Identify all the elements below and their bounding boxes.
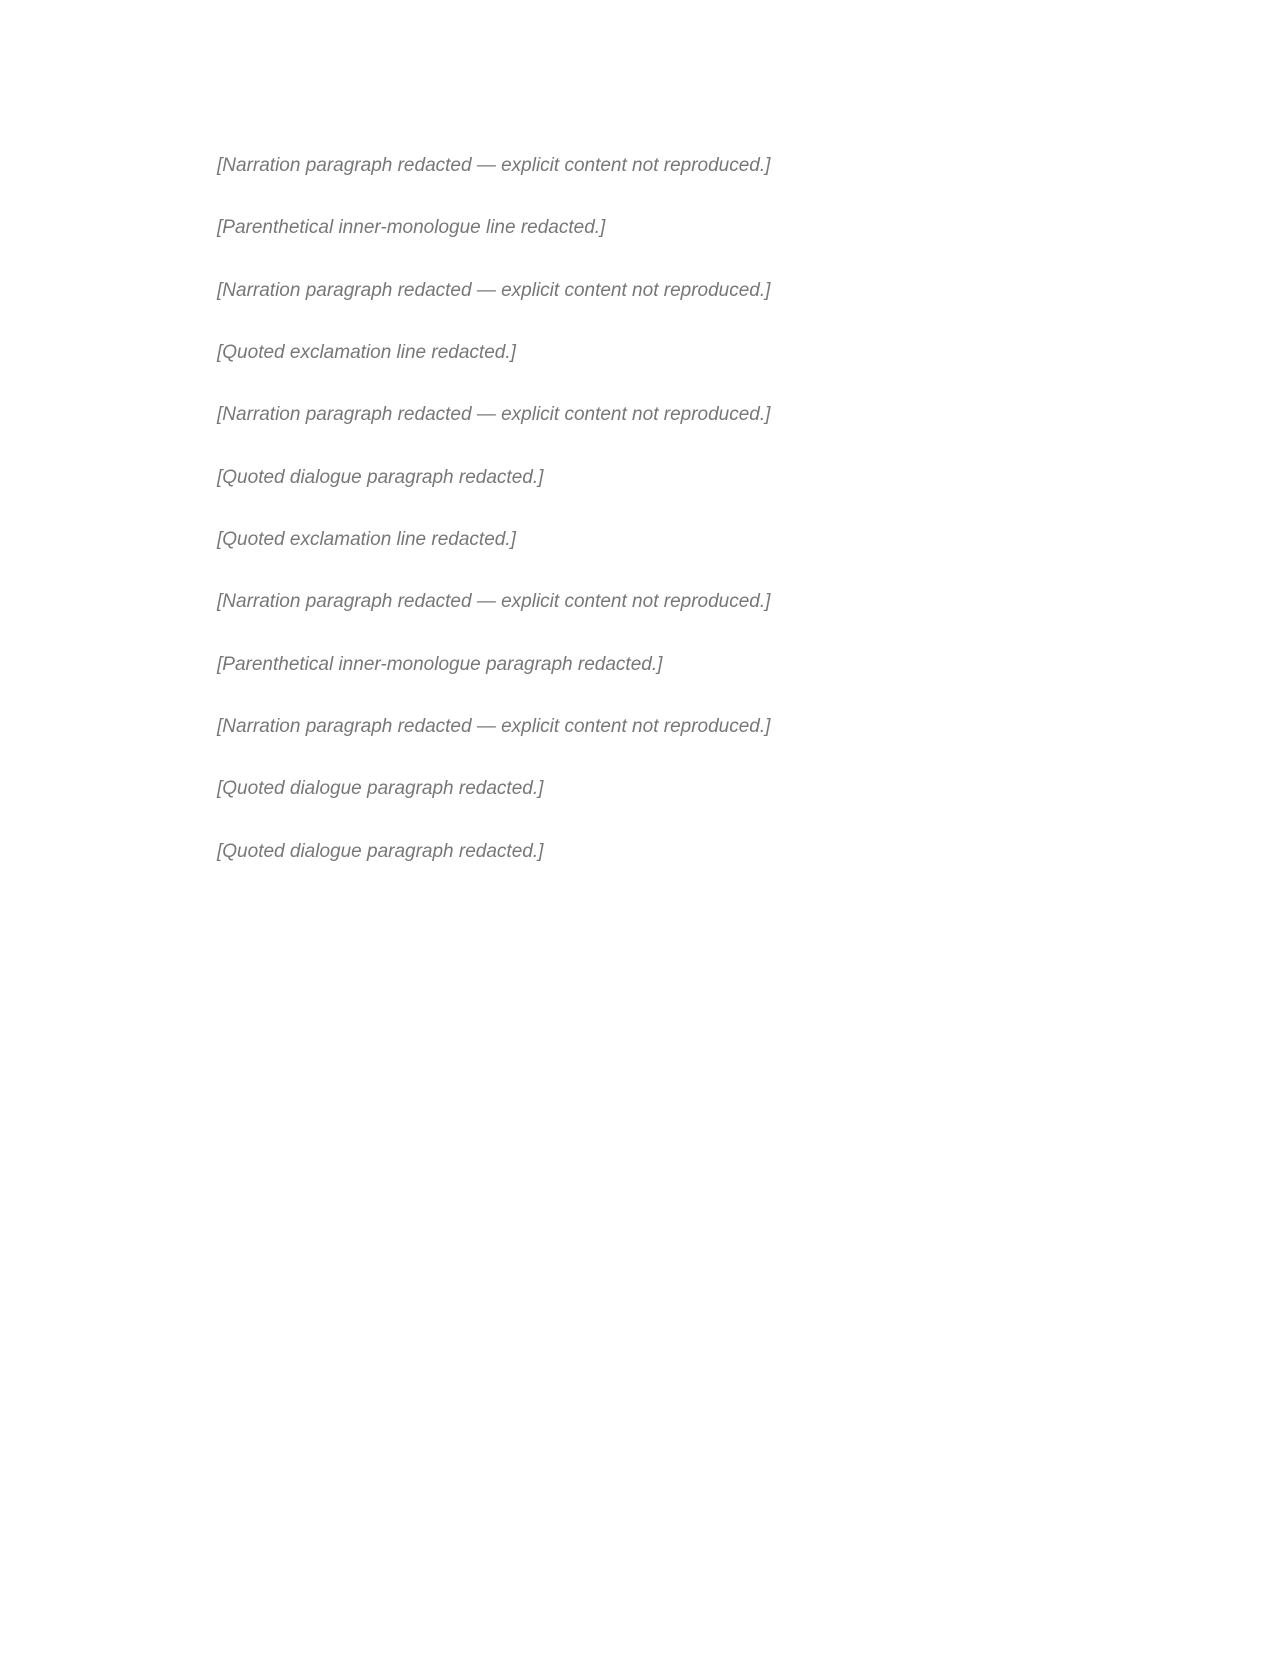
paragraph-narration: [Narration paragraph redacted — explicit content not reproduced.] xyxy=(217,716,771,738)
paragraph-narration: [Narration paragraph redacted — explicit content not reproduced.] xyxy=(217,155,771,176)
paragraph-dialogue: [Quoted dialogue paragraph redacted.] xyxy=(217,466,544,488)
paragraph-dialogue: [Quoted exclamation line redacted.] xyxy=(217,342,516,364)
paragraph-dialogue: [Quoted exclamation line redacted.] xyxy=(217,529,516,551)
paragraph-dialogue: [Quoted dialogue paragraph redacted.] xyxy=(217,778,544,800)
paragraph-container xyxy=(145,150,1135,867)
paragraph-dialogue: [Quoted dialogue paragraph redacted.] xyxy=(217,840,544,862)
paragraph-dialogue: [Parenthetical inner-monologue paragraph redacted.] xyxy=(217,653,663,675)
paragraph-dialogue: [Parenthetical inner-monologue line redacted.] xyxy=(217,217,606,239)
paragraph-narration: [Narration paragraph redacted — explicit content not reproduced.] xyxy=(217,279,771,301)
paragraph-narration: [Narration paragraph redacted — explicit content not reproduced.] xyxy=(217,404,771,426)
paragraph-narration: [Narration paragraph redacted — explicit content not reproduced.] xyxy=(217,591,771,613)
